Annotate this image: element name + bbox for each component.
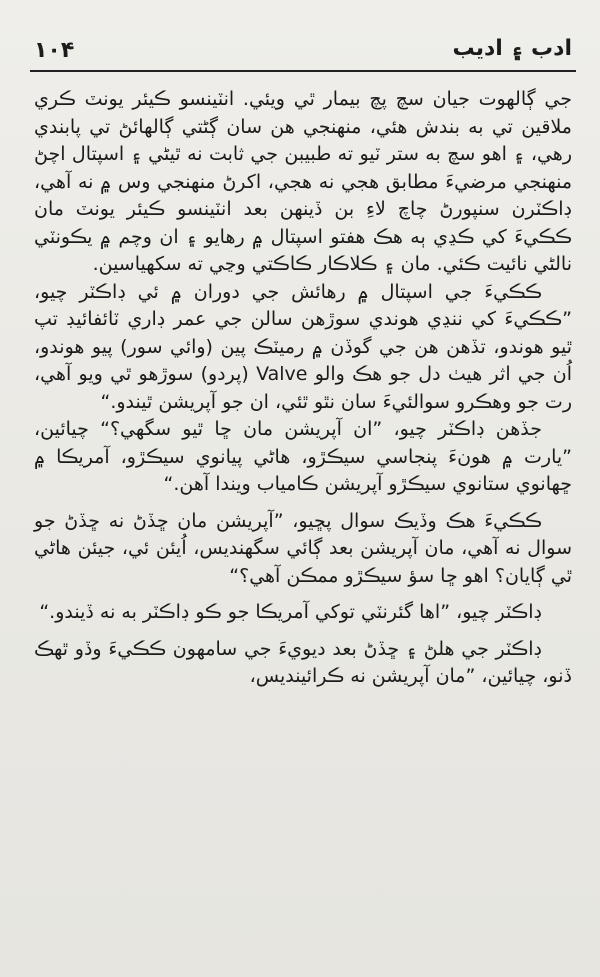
- page-number: ١٠۴: [34, 38, 75, 63]
- paragraph: ڊاڪٽر چيو، ”اها گئرنٽي توکي آمريڪا جو ڪو ڊاڪٽر به نه ڏيندو.“: [39, 601, 542, 623]
- paragraph: ڪڪيءَ هڪ وڏيڪ سوال پڇيو، ”آپريشن مان ڇڏڻ نه ڇڏڻ جو سوال نه آهي، مان آپريشن بعد ڳائي سگهنديس، اُيئن ئي، جيئن هاڻي ٿي ڳايان؟ اهو ڇا سؤ سيڪڙو ممڪن آهي؟“: [34, 509, 572, 587]
- paragraph: ڪڪيءَ جي اسپتال ۾ رهائش جي دوران ۾ ئي ڊاڪٽر چيو، ”ڪڪيءَ کي ننڍي هوندي سوڙهن سالن جي عمر ڊاري ٽائفائيڊ تپ ٿيو هوندو، تڏهن هن جي گوڏن ۾ رميٽڪ پين (وائي سور) پيو هوندو، اُن جي اثر هيٺ دل جو هڪ والو Valve (پردو) سوڙهو ٿي ويو آهي، رت جو وهڪرو سوالئيءَ سان نٿو ٿئي، ان جو آپريشن ٿيندو.“: [34, 280, 572, 413]
- paragraph: جڏهن ڊاڪٽر چيو، ”ان آپريشن مان ڇا ٿيو سگهي؟“ چيائين، ”يارت ۾ هونءَ پنجاسي سيڪڙو، هاڻي پيانوي سيڪڙو، آمريڪا ۾ ڇهانوي ستانوي سيڪڙو آپريشن ڪامياب ويندا آهن.“: [34, 418, 572, 495]
- header-rule: [30, 70, 576, 72]
- running-title: ادب ۽ اديب: [452, 36, 572, 61]
- paragraph: جي ڳالهوت جيان سچ پچ بيمار ٿي ويئي. انٽينسو ڪيئر يونٽ ڪري ملاقين تي به بندش هئي، منهنجي هن سان ڳڻتي ڳالهائڻ تي پابندي رهي، ۽ اهو سچ به ستر ٽيو ته طبيبن جي ثابت نه ٿيڻي ۽ اسپتال اچڻ منهنجي مرضيءَ مطابق هجي نه هجي، اکرڻ منهنجي وس ۾ نه آهي، ڊاڪٽرن سنپورڻ چاچ لاءِ بن ڏينهن بعد انٽينسو ڪيئر يونٽ مان ڪڪيءَ کي ڪڍي ٻه هڪ هفتو اسپتال ۾ رهايو ۽ ان وچم ۾ يڪونٽي نالڻي نائيت ڪئي. مان ۽ ڪلاڪار ڪاڪتي وڃي ته سکهياسين.: [34, 88, 572, 275]
- paragraph: ڊاڪٽر جي هلڻ ۽ ڇڏڻ بعد ديويءَ جي سامهون ڪڪيءَ وڏو ٿهڪ ڏنو، چيائين، ”مان آپريشن نه ڪرائينديس،: [34, 637, 572, 687]
- page-header: [34, 36, 572, 66]
- body-text: [34, 86, 572, 966]
